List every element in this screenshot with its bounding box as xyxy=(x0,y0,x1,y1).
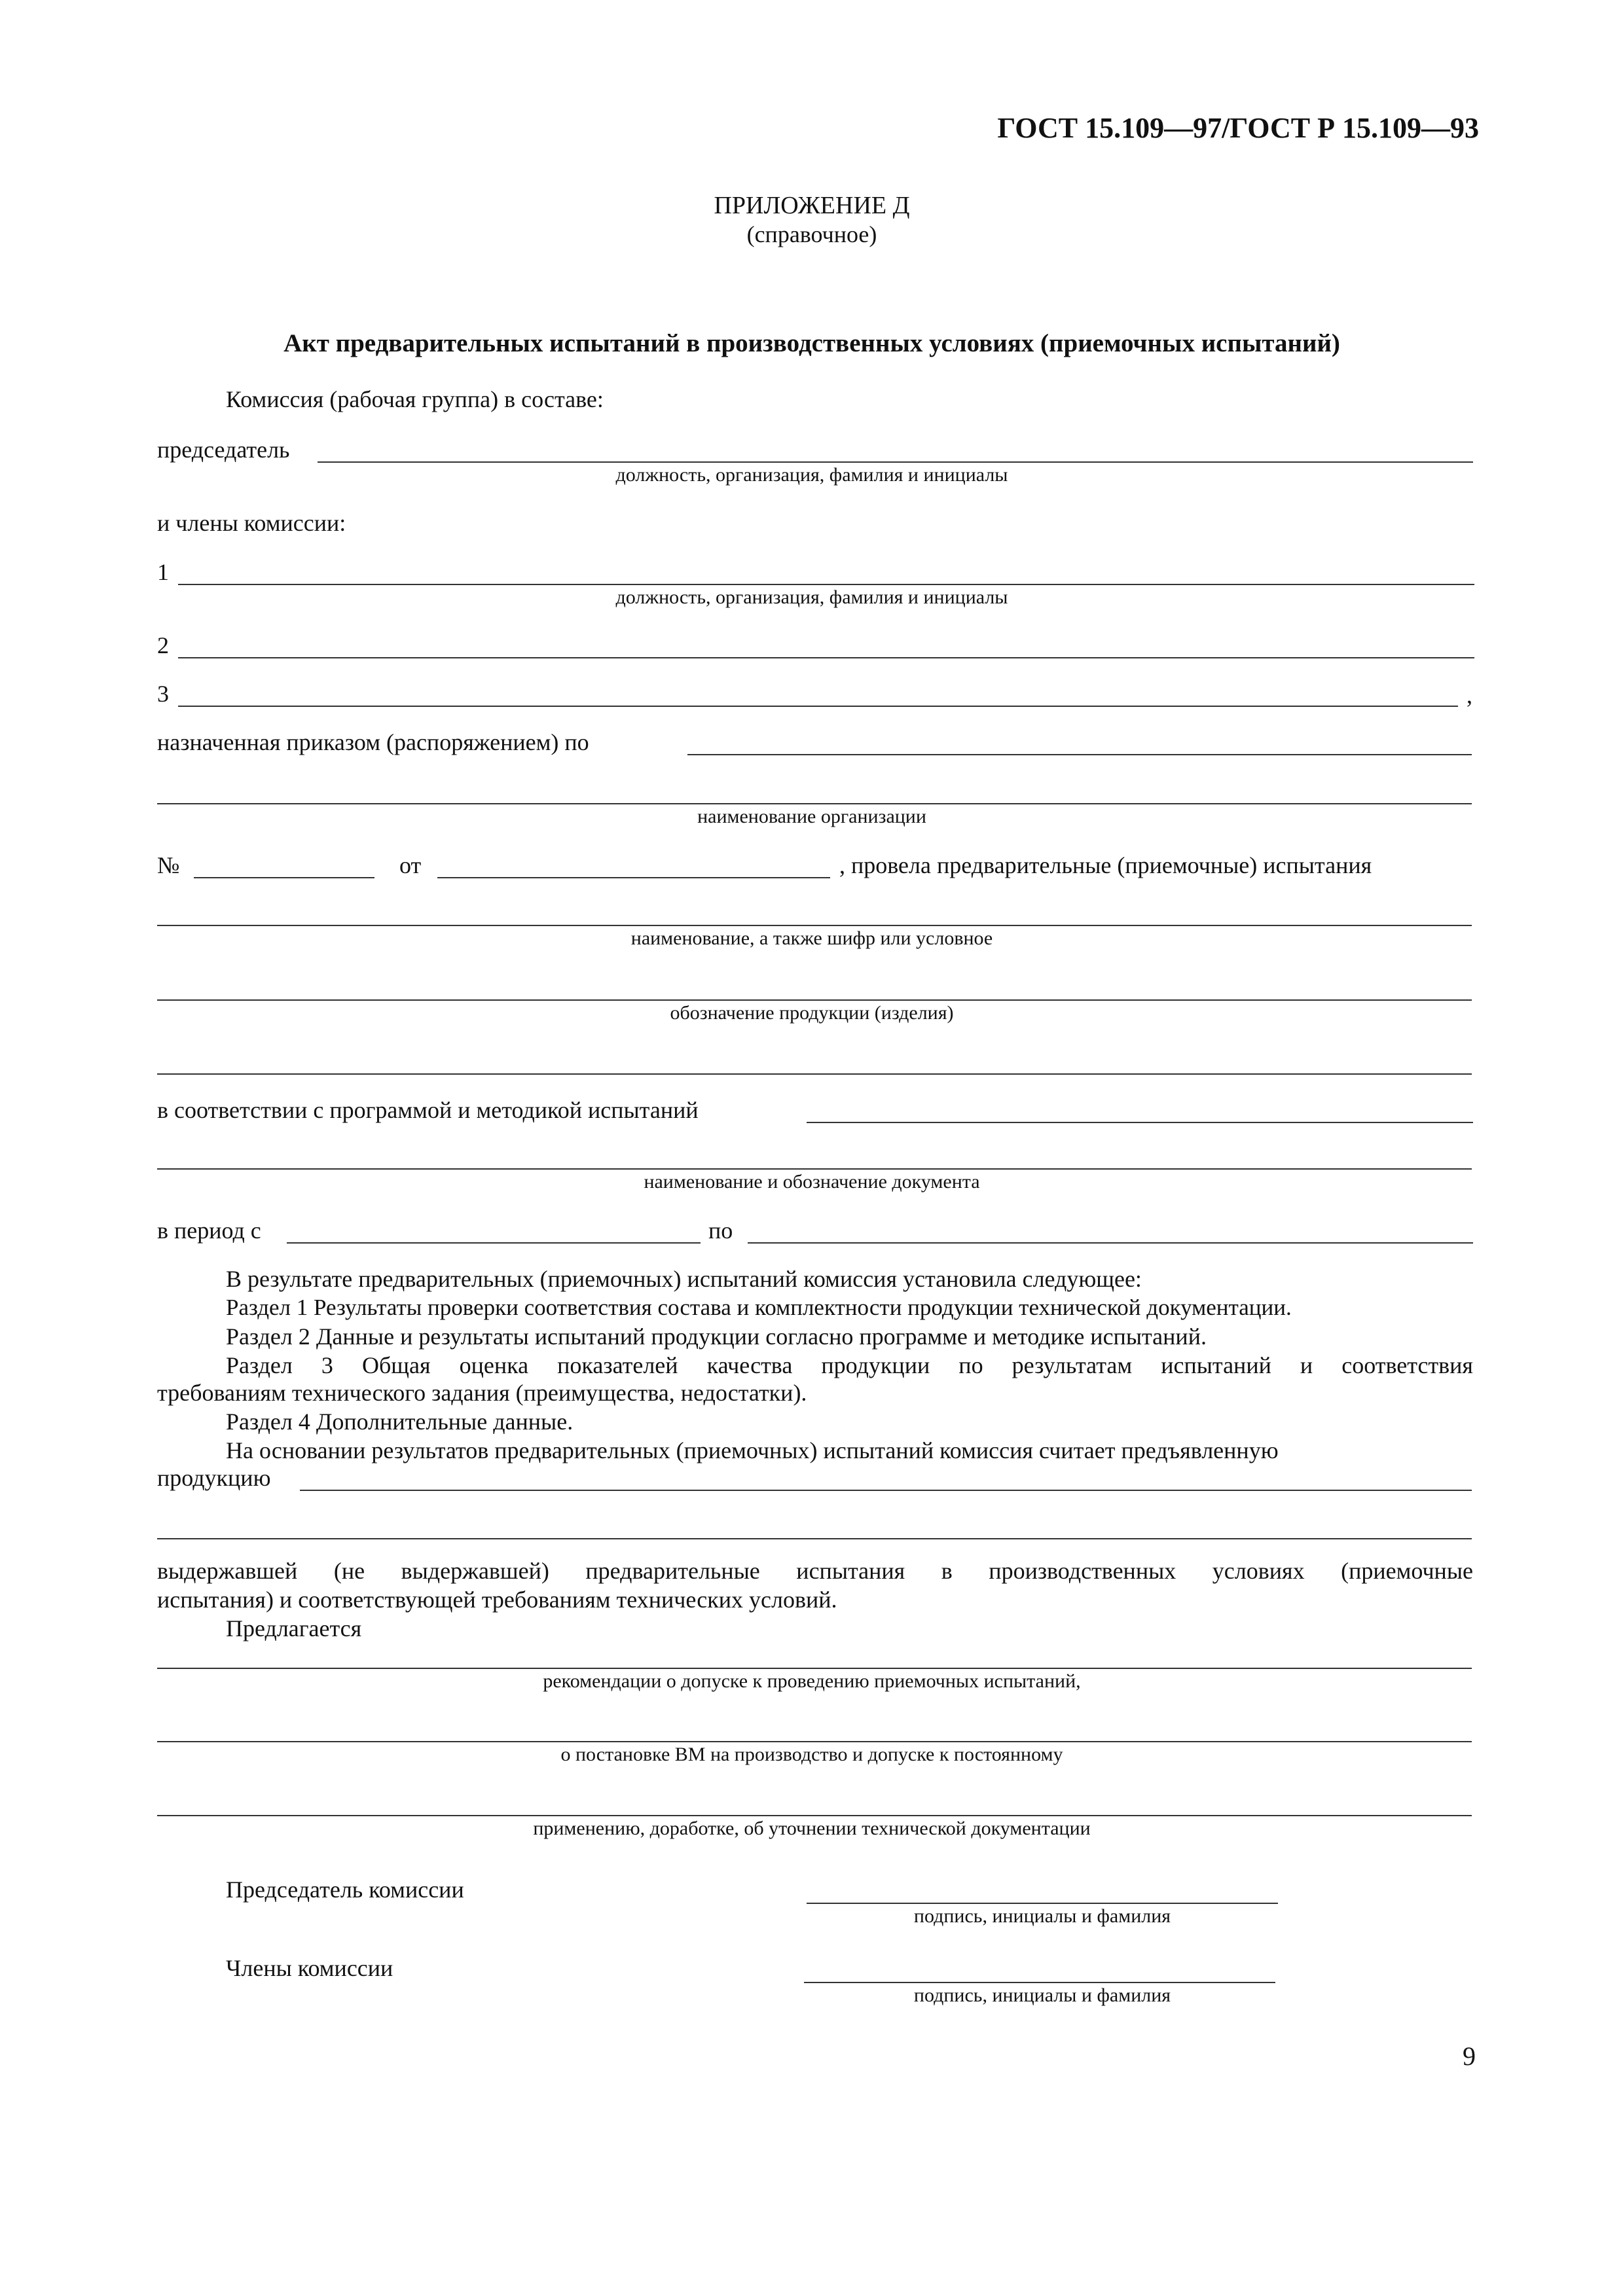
members-signature-label: Члены комиссии xyxy=(226,1955,393,1981)
section-3-line-1: Раздел 3 Общая оценка показателей качества продукции по результатам испытаний и соответствия xyxy=(226,1352,1473,1378)
order-number-field[interactable] xyxy=(194,877,374,878)
document-title: Акт предварительных испытаний в производственных условиях (приемочных испытаний) xyxy=(283,329,1340,357)
product-name-field[interactable] xyxy=(157,925,1472,926)
members-signature-field[interactable] xyxy=(804,1982,1275,1983)
appendix-title: ПРИЛОЖЕНИЕ Д xyxy=(714,192,910,219)
intro-text: Комиссия (рабочая группа) в составе: xyxy=(226,386,604,412)
period-to-label: по xyxy=(708,1217,733,1244)
appointed-field[interactable] xyxy=(687,754,1472,755)
members-label: и члены комиссии: xyxy=(157,510,346,536)
conclusion-line-2: испытания) и соответствующей требованиям технических условий. xyxy=(157,1587,837,1613)
document-caption: наименование и обозначение документа xyxy=(644,1171,980,1193)
section-2: Раздел 2 Данные и результаты испытаний продукции согласно программе и методике испытаний. xyxy=(226,1323,1207,1350)
product-result-field-2[interactable] xyxy=(157,1538,1472,1539)
product-designation-field[interactable] xyxy=(157,999,1472,1001)
program-field[interactable] xyxy=(807,1122,1473,1123)
chairman-signature-field[interactable] xyxy=(807,1903,1278,1904)
proposal-caption-1: рекомендации о допуске к проведению приемочных испытаний, xyxy=(543,1670,1081,1692)
appendix-subtitle: (справочное) xyxy=(746,221,877,247)
proposal-caption-3: применению, доработке, об уточнении технической документации xyxy=(533,1818,1091,1839)
product-caption-2: обозначение продукции (изделия) xyxy=(670,1002,954,1024)
chairman-caption: должность, организация, фамилия и инициалы xyxy=(615,464,1008,486)
product-result-field[interactable] xyxy=(300,1490,1472,1491)
chairman-label: председатель xyxy=(157,437,290,463)
proposal-field-3[interactable] xyxy=(157,1815,1472,1816)
member-2-field[interactable] xyxy=(178,657,1474,658)
member-1-field[interactable] xyxy=(178,584,1474,585)
order-rest-text: , провела предварительные (приемочные) испытания xyxy=(839,852,1372,878)
member-1-number: 1 xyxy=(157,559,169,585)
period-to-field[interactable] xyxy=(748,1242,1473,1244)
order-date-field[interactable] xyxy=(437,877,830,878)
member-3-comma: , xyxy=(1467,682,1472,708)
appointed-label: назначенная приказом (распоряжением) по xyxy=(157,729,589,755)
conclusion-line-1: выдержавшей (не выдержавшей) предварительные испытания в производственных условиях (приемочные xyxy=(157,1558,1473,1584)
members-signature-caption: подпись, инициалы и фамилия xyxy=(913,1984,1171,2006)
standard-code: ГОСТ 15.109—97/ГОСТ Р 15.109—93 xyxy=(997,112,1479,144)
proposal-field-2[interactable] xyxy=(157,1741,1472,1742)
member-2-number: 2 xyxy=(157,632,169,658)
chairman-field[interactable] xyxy=(318,461,1473,463)
proposal-field-1[interactable] xyxy=(157,1668,1472,1669)
program-label: в соответствии с программой и методикой испытаний xyxy=(157,1097,699,1123)
results-intro: В результате предварительных (приемочных) испытаний комиссия установила следующее: xyxy=(226,1266,1142,1292)
chairman-signature-label: Председатель комиссии xyxy=(226,1876,464,1903)
page-number: 9 xyxy=(1463,2041,1476,2071)
organization-field[interactable] xyxy=(157,803,1472,804)
proposal-label: Предлагается xyxy=(226,1615,362,1641)
document-field[interactable] xyxy=(157,1168,1472,1170)
organization-caption: наименование организации xyxy=(697,806,926,827)
period-from-field[interactable] xyxy=(287,1242,701,1244)
member-1-caption: должность, организация, фамилия и инициалы xyxy=(615,586,1008,608)
proposal-caption-2: о постановке ВМ на производство и допуске к постоянному xyxy=(560,1744,1063,1765)
basis-line-1: На основании результатов предварительных (приемочных) испытаний комиссия считает предъявленную xyxy=(226,1437,1279,1463)
order-number-sign: № xyxy=(157,852,180,878)
product-extra-field[interactable] xyxy=(157,1073,1472,1075)
chairman-signature-caption: подпись, инициалы и фамилия xyxy=(913,1905,1171,1927)
section-4: Раздел 4 Дополнительные данные. xyxy=(226,1408,574,1435)
product-caption-1: наименование, а также шифр или условное xyxy=(630,927,993,949)
order-from-label: от xyxy=(399,852,422,878)
period-from-label: в период с xyxy=(157,1217,261,1244)
basis-line-2: продукцию xyxy=(157,1465,271,1491)
member-3-field[interactable] xyxy=(178,706,1458,707)
section-1: Раздел 1 Результаты проверки соответствия состава и комплектности продукции технической документации. xyxy=(226,1295,1292,1320)
section-3-line-2: требованиям технического задания (преимущества, недостатки). xyxy=(157,1380,807,1406)
member-3-number: 3 xyxy=(157,681,169,707)
